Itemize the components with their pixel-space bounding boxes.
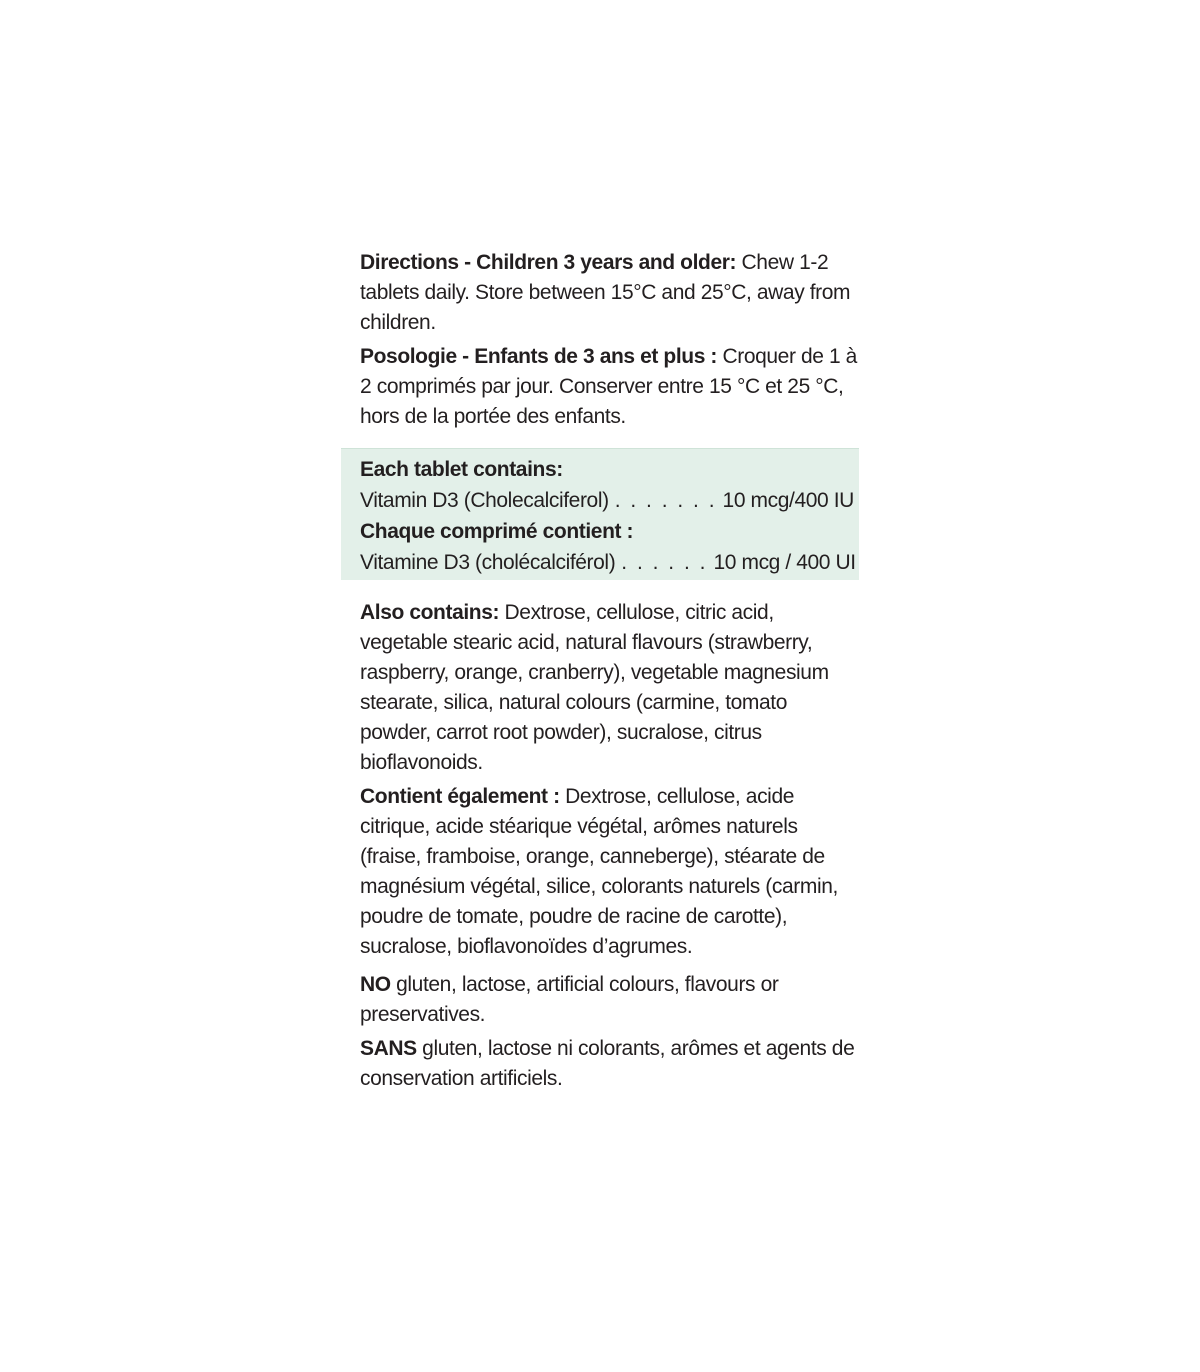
- directions-french-heading: Posologie - Enfants de 3 ans et plus :: [360, 345, 718, 368]
- contains-english-heading: Each tablet contains:: [360, 458, 563, 481]
- directions-english-text: Chew 1-2 tablets daily. Store between 15°C and 25°C, away from children.: [360, 251, 851, 334]
- directions-english-heading: Directions - Children 3 years and older:: [360, 251, 737, 274]
- directions-french-text: Croquer de 1 à 2 comprimés par jour. Conserver entre 15 °C et 25 °C, hors de la portée des enfants.: [360, 345, 857, 428]
- contains-english-row: [360, 485, 859, 516]
- free-from-french-text: gluten, lactose ni colorants, arômes et agents de conservation artificiels.: [360, 1037, 855, 1090]
- free-from-english-text: gluten, lactose, artificial colours, flavours or preservatives.: [360, 973, 779, 1026]
- free-from-english: [360, 970, 860, 1030]
- contains-french-row: [360, 547, 859, 578]
- also-contains-french: [360, 782, 860, 962]
- ingredient-english: Vitamin D3 (Cholecalciferol): [360, 489, 609, 512]
- also-contains-english-heading: Also contains:: [360, 601, 500, 624]
- also-contains-english: [360, 598, 860, 778]
- also-contains-french-text: Dextrose, cellulose, acide citrique, acide stéarique végétal, arômes naturels (fraise, framboise, orange, canneberge), stéarate de magnésium végétal, silice, colorants naturels (carmin, poudre de tomate, poudre de racine de carotte), sucralose, bioflavonoïdes d’agrumes.: [360, 785, 838, 958]
- product-label-panel: [360, 248, 860, 1094]
- free-from-french: [360, 1034, 860, 1094]
- contains-french-heading: Chaque comprimé contient :: [360, 520, 634, 543]
- amount-english: 10 mcg/400 IU: [722, 489, 854, 512]
- directions-french: [360, 342, 860, 432]
- medicinal-ingredients-box: [341, 448, 859, 580]
- also-contains-english-text: Dextrose, cellulose, citric acid, vegetable stearic acid, natural flavours (strawberry, raspberry, orange, cranberry), vegetable magnesium stearate, silica, natural colours (carmine, tomato powder, carrot root powder), sucralose, citrus bioflavonoids.: [360, 601, 829, 774]
- free-from-french-heading: SANS: [360, 1037, 417, 1060]
- directions-english: [360, 248, 860, 338]
- ingredient-french: Vitamine D3 (cholécalciférol): [360, 551, 616, 574]
- leader-dots: . . . . . .: [621, 551, 708, 574]
- amount-french: 10 mcg / 400 UI: [713, 551, 856, 574]
- leader-dots: . . . . . . .: [614, 489, 717, 512]
- free-from-english-heading: NO: [360, 973, 391, 996]
- also-contains-french-heading: Contient également :: [360, 785, 560, 808]
